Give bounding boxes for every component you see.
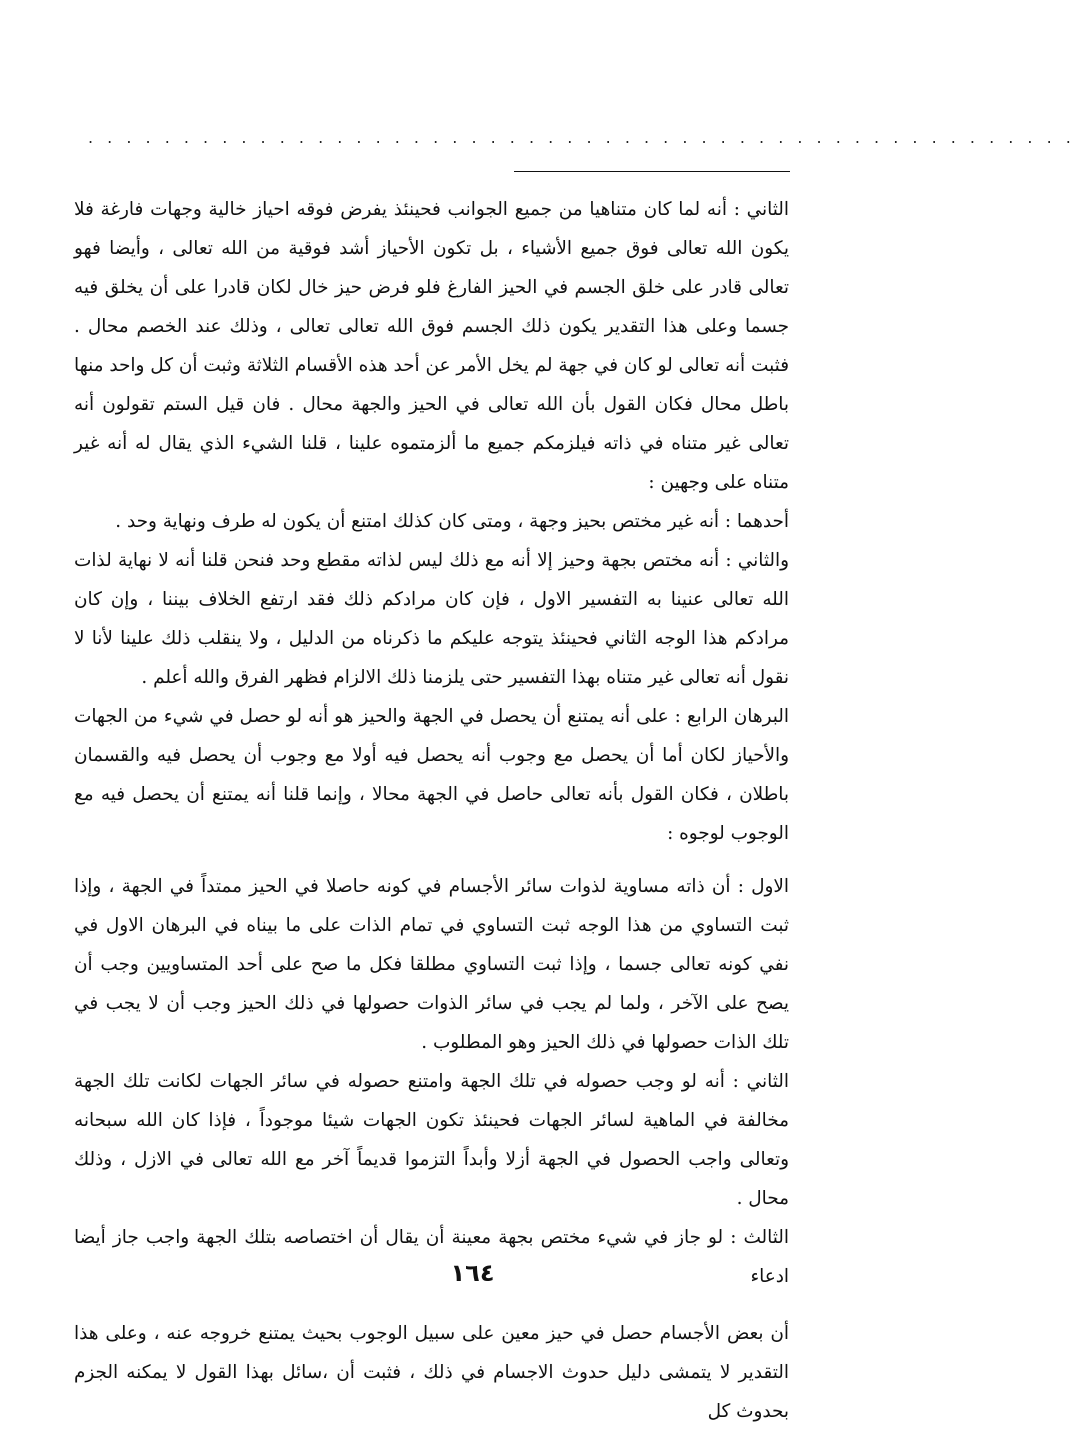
paragraph: البرهان الرابع : على أنه يمتنع أن يحصل في الجهة والحيز هو أنه لو حصل في شيء من الجهات والأحياز لكان أما أن يحصل مع وجوب أنه يحصل فيه أولا مع وجوب أن يحصل فيه والقسمان باطلان ، فكان القول بأنه تعالى حاصل في الجهة محالا ، وإنما قلنا أنه يمتنع أن يحصل فيه مع الوجوب لوجوه :: [74, 706, 789, 844]
dotted-separator: . . . . . . . . . . . . . . . . . . . . . . . . . . . . . . . . . . . . . . . . . . . . . . . . . . . .: [88, 128, 1075, 147]
paragraph: الثالث : لو جاز في شيء مختص بجهة معينة أن يقال أن اختصاصه بتلك الجهة واجب جاز أيضا ادعاء: [74, 1227, 789, 1287]
paragraph: أن بعض الأجسام حصل في حيز معين على سبيل الوجوب بحيث يمتنع خروجه عنه ، وعلى هذا التقدير لا يتمشى دليل حدوث الاجسام في ذلك ، فثبت أن ،سائل بهذا القول لا يمكنه الجزم بحدوث كل: [74, 1323, 789, 1422]
paragraph: الاول : أن ذاته مساوية لذوات سائر الأجسام في كونه حاصلا في الحيز ممتداً في الجهة ، وإذا ثبت التساوي من هذا الوجه ثبت التساوي في تمام الذات على ما بيناه في البرهان الاول في نفي كونه تعالى جسما ، وإذا ثبت التساوي مطلقا فكل ما صح على أحد المتساويين وجب أن يصح على الآخر ، ولما لم يجب في سائر الذوات حصولها في ذلك الحيز وجب أن لا يجب في تلك الذات حصولها في ذلك الحيز وهو المطلوب .: [74, 876, 789, 1053]
footnote-rule: [514, 171, 790, 172]
paragraph: الثاني : أنه لو وجب حصوله في تلك الجهة وامتنع حصوله في سائر الجهات لكانت تلك الجهة مخالفة في الماهية لسائر الجهات فحينئذ تكون الجهات شيئا موجوداً ، فإذا كان الله سبحانه وتعالى واجب الحصول في الجهة أزلا وأبداً التزموا قديماً آخر مع الله تعالى في الازل ، وذلك محال .: [74, 1071, 789, 1209]
body-text: [74, 190, 789, 1431]
paragraph: أحدهما : أنه غير مختص بحيز وجهة ، ومتى كان كذلك امتنع أن يكون له طرف ونهاية وحد .: [115, 511, 789, 532]
paragraph: الثاني : أنه لما كان متناهيا من جميع الجوانب فحينئذ يفرض فوقه احياز خالية وجهات فارغة فلا يكون الله تعالى فوق جميع الأشياء ، بل تكون الأحياز أشد فوقية من الله تعالى ، وأيضا فهو تعالى قادر على خلق الجسم في الحيز الفارغ فلو فرض حيز خال لكان قادرا على أن يخلق فيه جسما وعلى هذا التقدير يكون ذلك الجسم فوق الله تعالى تعالى ، وذلك عند الخصم محال . فثبت أنه تعالى لو كان في جهة لم يخل الأمر عن أحد هذه الأقسام الثلاثة وثبت أن كل واحد منها باطل محال فكان القول بأن الله تعالى في الحيز والجهة محال . فان قيل الستم تقولون أنه تعالى غير متناه في ذاته فيلزمكم جميع ما ألزمتموه علينا ، قلنا الشيء الذي يقال له أنه غير متناه على وجهين :: [74, 199, 789, 493]
page-number: ١٦٤: [450, 1259, 495, 1287]
paragraph: والثاني : أنه مختص بجهة وحيز إلا أنه مع ذلك ليس لذاته مقطع وحد فنحن قلنا أنه لا نهاية لذات الله تعالى عنينا به التفسير الاول ، فإن كان مرادكم ذلك فقد ارتفع الخلاف بيننا ، وإن كان مرادكم هذا الوجه الثاني فحينئذ يتوجه عليكم ما ذكرناه من الدليل ، ولا ينقلب ذلك علينا لأنا لا نقول أنه تعالى غير متناه بهذا التفسير حتى يلزمنا ذلك الالزام فظهر الفرق والله أعلم .: [74, 550, 789, 688]
